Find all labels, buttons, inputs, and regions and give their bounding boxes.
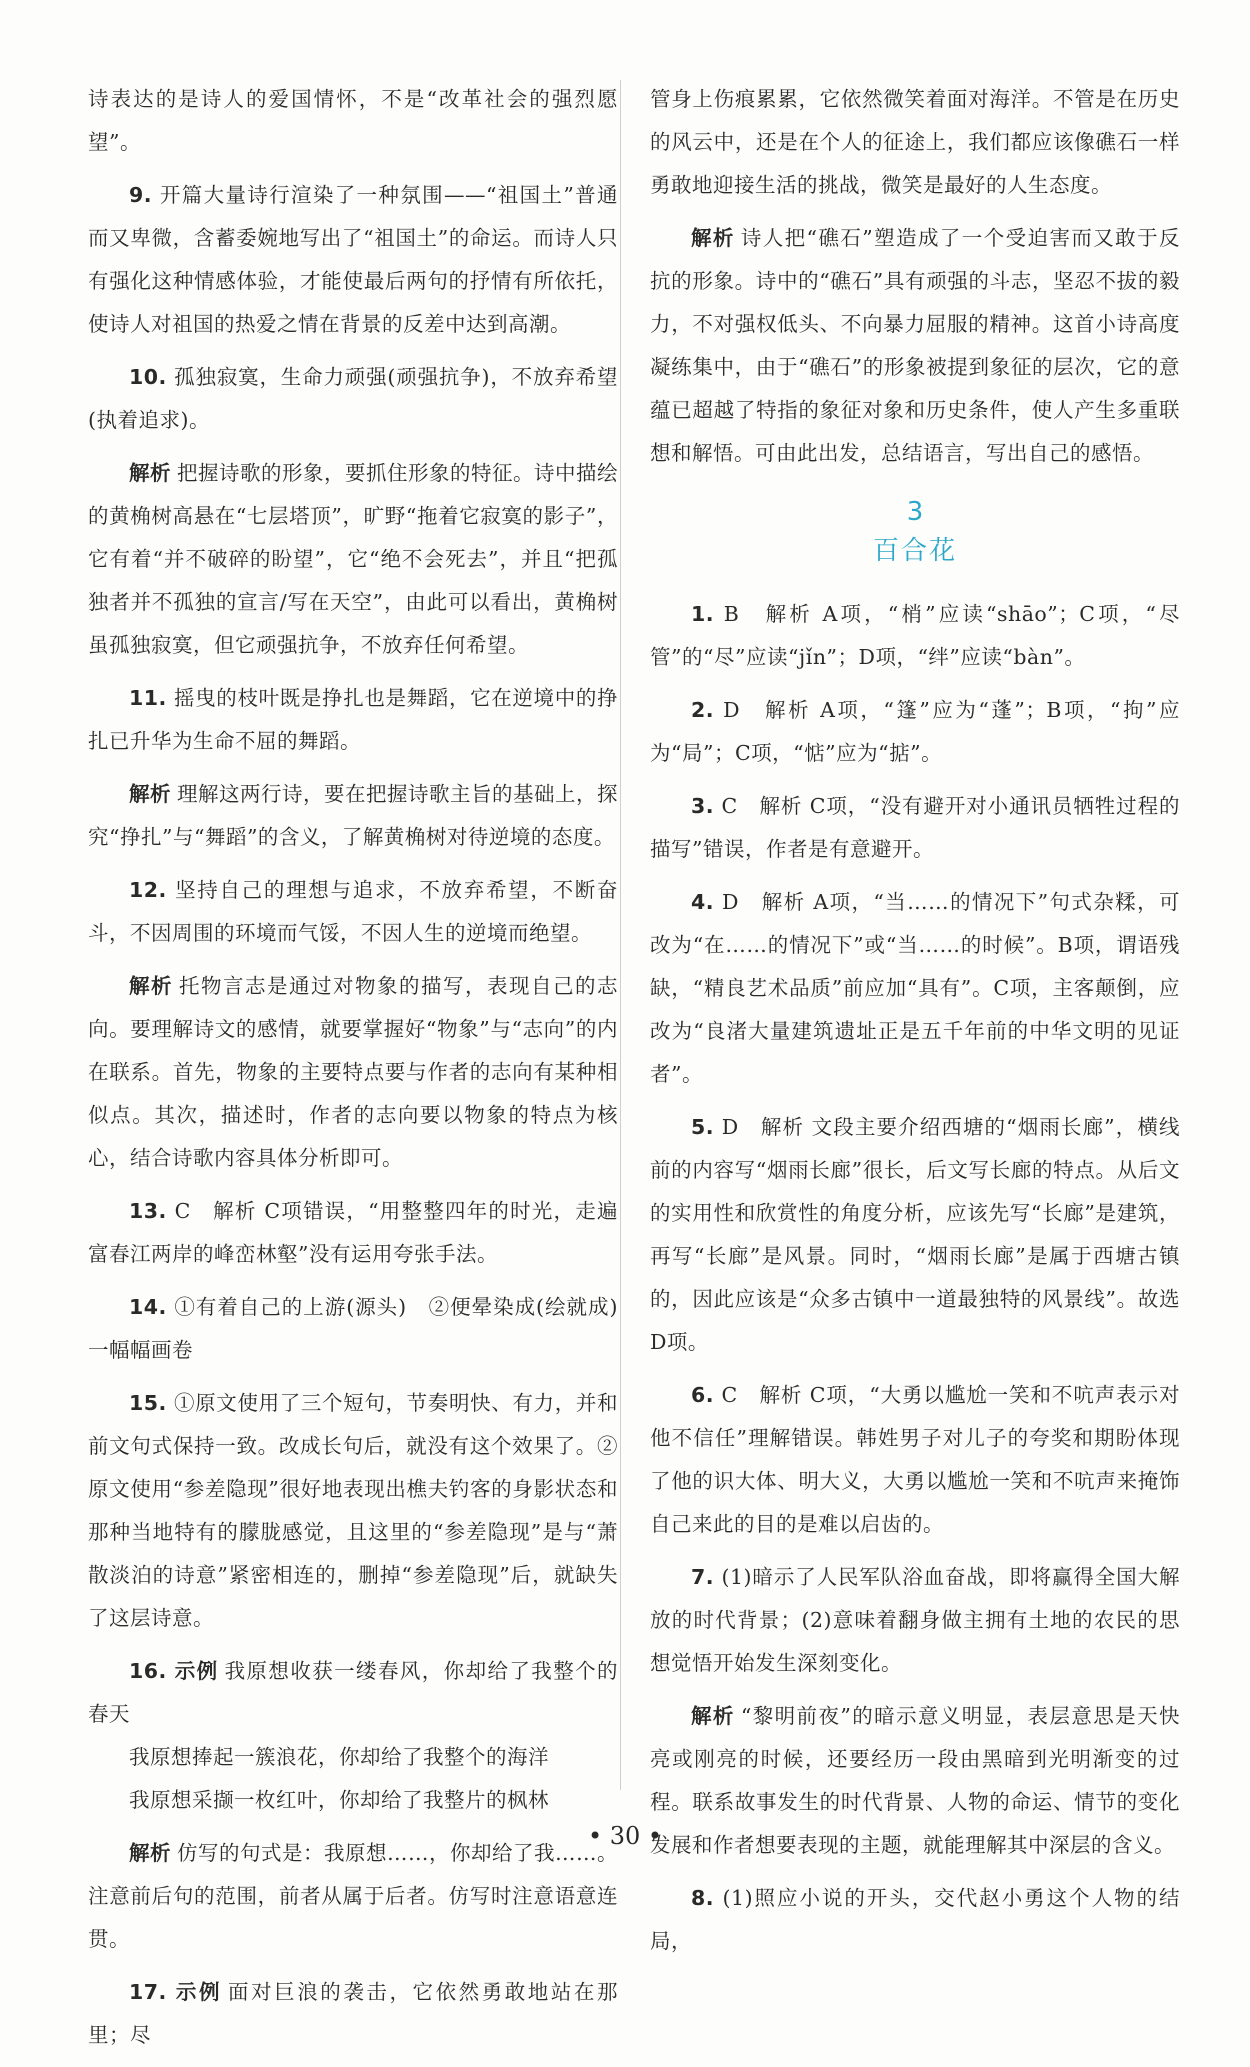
analysis-label: 解析 <box>129 974 173 998</box>
answer-text: 孤独寂寞，生命力顽强(顽强抗争)，不放弃希望(执着追求)。 <box>88 365 618 432</box>
answer-4 <box>650 881 1180 1096</box>
answer-text: D 解析 A项，“当……的情况下”句式杂糅，可改为“在……的情况下”或“当……的时候”。B项，谓语残缺，“精良艺术品质”前应加“具有”。C项，主客颠倒，应改为“良渚大量建筑遗址正是五千年前的中华文明的见证者”。 <box>650 890 1180 1086</box>
answer-text: D 解析 A项，“篷”应为“蓬”；B项，“拘”应为“局”；C项，“惦”应为“掂”。 <box>650 698 1180 765</box>
analysis-label: 解析 <box>691 1704 735 1728</box>
answer-number: 13. <box>129 1199 167 1223</box>
left-column <box>88 78 618 2067</box>
answer-text: 开篇大量诗行渲染了一种氛围——“祖国土”普通而又卑微，含蓄委婉地写出了“祖国土”的命运。而诗人只有强化这种情感体验，才能使最后两句的抒情有所依托，使诗人对祖国的热爱之情在背景的反差中达到高潮。 <box>88 183 618 336</box>
analysis-10 <box>88 452 618 667</box>
answer-9 <box>88 174 618 346</box>
answer-10 <box>88 356 618 442</box>
answer-number: 8. <box>691 1886 715 1910</box>
answer-number: 10. <box>129 365 167 389</box>
section-number: 3 <box>906 497 924 527</box>
analysis-12 <box>88 965 618 1180</box>
analysis-text: 理解这两行诗，要在把握诗歌主旨的基础上，探究“挣扎”与“舞蹈”的含义，了解黄桷树对待逆境的态度。 <box>88 782 618 849</box>
answer-3 <box>650 785 1180 871</box>
answer-2 <box>650 689 1180 775</box>
answer-13 <box>88 1190 618 1276</box>
answer-number: 9. <box>129 183 153 207</box>
analysis-text: “黎明前夜”的暗示意义明显，表层意思是天快亮或刚亮的时候，还要经历一段由黑暗到光明渐变的过程。联系故事发生的时代背景、人物的命运、情节的变化发展和作者想要表现的主题，就能理解其中深层的含义。 <box>650 1704 1180 1857</box>
answer-17 <box>88 1971 618 2057</box>
answer-text: ①原文使用了三个短句，节奏明快、有力，并和前文句式保持一致。改成长句后，就没有这个效果了。②原文使用“参差隐现”很好地表现出樵夫钓客的身影状态和那种当地特有的朦胧感觉，且这里的“参差隐现”是与“萧散淡泊的诗意”紧密相连的，删掉“参差隐现”后，就缺失了这层诗意。 <box>88 1391 618 1630</box>
answer-text: 摇曳的枝叶既是挣扎也是舞蹈，它在逆境中的挣扎已升华为生命不屈的舞蹈。 <box>88 686 618 753</box>
answer-text: ①有着自己的上游(源头) ②便晕染成(绘就成)一幅幅画卷 <box>88 1295 618 1362</box>
answer-number: 6. <box>691 1383 715 1407</box>
analysis-label: 解析 <box>691 226 735 250</box>
analysis-text: 仿写的句式是：我原想……，你却给了我……。注意前后句的范围，前者从属于后者。仿写时注意语意连贯。 <box>88 1841 618 1951</box>
analysis-text: 托物言志是通过对物象的描写，表现自己的志向。要理解诗文的感情，就要掌握好“物象”与“志向”的内在联系。首先，物象的主要特点要与作者的志向有某种相似点。其次，描述时，作者的志向要以物象的特点为核心，结合诗歌内容具体分析即可。 <box>88 974 618 1170</box>
section-title: 百合花 <box>872 536 957 566</box>
analysis-17 <box>650 217 1180 475</box>
analysis-16 <box>88 1832 618 1961</box>
answer-number: 4. <box>691 890 715 914</box>
answer-number: 15. <box>129 1391 167 1415</box>
answer-number: 12. <box>129 878 167 902</box>
answer-text: (1)暗示了人民军队浴血奋战，即将赢得全国大解放的时代背景；(2)意味着翻身做主拥有土地的农民的思想觉悟开始发生深刻变化。 <box>650 1565 1180 1675</box>
answer-number: 7. <box>691 1565 715 1589</box>
answer-5 <box>650 1106 1180 1364</box>
page-number: • 30 • <box>587 1822 663 1850</box>
answer-text: C 解析 C项，“没有避开对小通讯员牺牲过程的描写”错误，作者是有意避开。 <box>650 794 1180 861</box>
answer-text: 我原想收获一缕春风，你却给了我整个的春天 <box>88 1659 619 1726</box>
answer-16 <box>88 1650 618 1736</box>
analysis-label: 解析 <box>129 782 171 806</box>
answer-number: 14. <box>129 1295 167 1319</box>
answer-number: 16. <box>129 1659 167 1683</box>
answer-1 <box>650 593 1180 679</box>
example-label: 示例 <box>175 1980 223 2004</box>
answer-text: 坚持自己的理想与追求，不放弃希望，不断奋斗，不因周围的环境而气馁，不因人生的逆境而绝望。 <box>88 878 618 945</box>
answer-11 <box>88 677 618 763</box>
answer-text: C 解析 C项，“大勇以尴尬一笑和不吭声表示对他不信任”理解错误。韩姓男子对儿子的夸奖和期盼体现了他的识大体、明大义，大勇以尴尬一笑和不吭声来掩饰自己来此的目的是难以启齿的。 <box>650 1383 1180 1536</box>
analysis-text: 诗人把“礁石”塑造成了一个受迫害而又敢于反抗的形象。诗中的“礁石”具有顽强的斗志，坚忍不拔的毅力，不对强权低头、不向暴力屈服的精神。这首小诗高度凝练集中，由于“礁石”的形象被提到象征的层次，它的意蕴已超越了特指的象征对象和历史条件，使人产生多重联想和解悟。可由此出发，总结语言，写出自己的感悟。 <box>650 226 1180 465</box>
column-divider <box>620 80 621 1790</box>
analysis-text: 把握诗歌的形象，要抓住形象的特征。诗中描绘的黄桷树高悬在“七层塔顶”，旷野“拖着它寂寞的影子”，它有着“并不破碎的盼望”，它“绝不会死去”，并且“把孤独者并不孤独的宣言/写在天空”，由此可以看出，黄桷树虽孤独寂寞，但它顽强抗争，不放弃任何希望。 <box>88 461 618 657</box>
answer-16-line-2: 我原想捧起一簇浪花，你却给了我整个的海洋 <box>129 1745 549 1769</box>
answer-number: 17. <box>129 1980 167 2004</box>
answer-12 <box>88 869 618 955</box>
answer-text: B 解析 A项，“梢”应读“shāo”；C项，“尽管”的“尽”应读“jǐn”；D项，“绊”应读“bàn”。 <box>650 602 1180 669</box>
example-label: 示例 <box>174 1659 219 1683</box>
answer-15 <box>88 1382 618 1640</box>
answer-number: 11. <box>129 686 167 710</box>
paragraph: 管身上伤痕累累，它依然微笑着面对海洋。不管是在历史的风云中，还是在个人的征途上，我们都应该像礁石一样勇敢地迎接生活的挑战，微笑是最好的人生态度。 <box>650 87 1180 197</box>
answer-text: (1)照应小说的开头，交代赵小勇这个人物的结局， <box>650 1886 1180 1953</box>
answer-number: 2. <box>691 698 715 722</box>
paragraph: 诗表达的是诗人的爱国情怀，不是“改革社会的强烈愿望”。 <box>88 87 618 154</box>
answer-16-line-3: 我原想采撷一枚红叶，你却给了我整片的枫林 <box>129 1788 549 1812</box>
analysis-11 <box>88 773 618 859</box>
analysis-label: 解析 <box>129 1841 171 1865</box>
answer-6 <box>650 1374 1180 1546</box>
answer-number: 1. <box>691 602 715 626</box>
right-column <box>650 78 1180 1973</box>
answer-8 <box>650 1877 1180 1963</box>
answer-text: 面对巨浪的袭击，它依然勇敢地站在那里；尽 <box>88 1980 618 2047</box>
answer-text: D 解析 文段主要介绍西塘的“烟雨长廊”，横线前的内容写“烟雨长廊”很长，后文写长廊的特点。从后文的实用性和欣赏性的角度分析，应该先写“长廊”是建筑，再写“长廊”是风景。同时，“烟雨长廊”是属于西塘古镇的，因此应该是“众多古镇中一道最独特的风景线”。故选D项。 <box>650 1115 1180 1354</box>
answer-14 <box>88 1286 618 1372</box>
analysis-label: 解析 <box>129 461 171 485</box>
answer-text: C 解析 C项错误，“用整整四年的时光，走遍富春江两岸的峰峦林壑”没有运用夸张手法。 <box>88 1199 618 1266</box>
answer-7 <box>650 1556 1180 1685</box>
answer-number: 5. <box>691 1115 715 1139</box>
answer-number: 3. <box>691 794 715 818</box>
